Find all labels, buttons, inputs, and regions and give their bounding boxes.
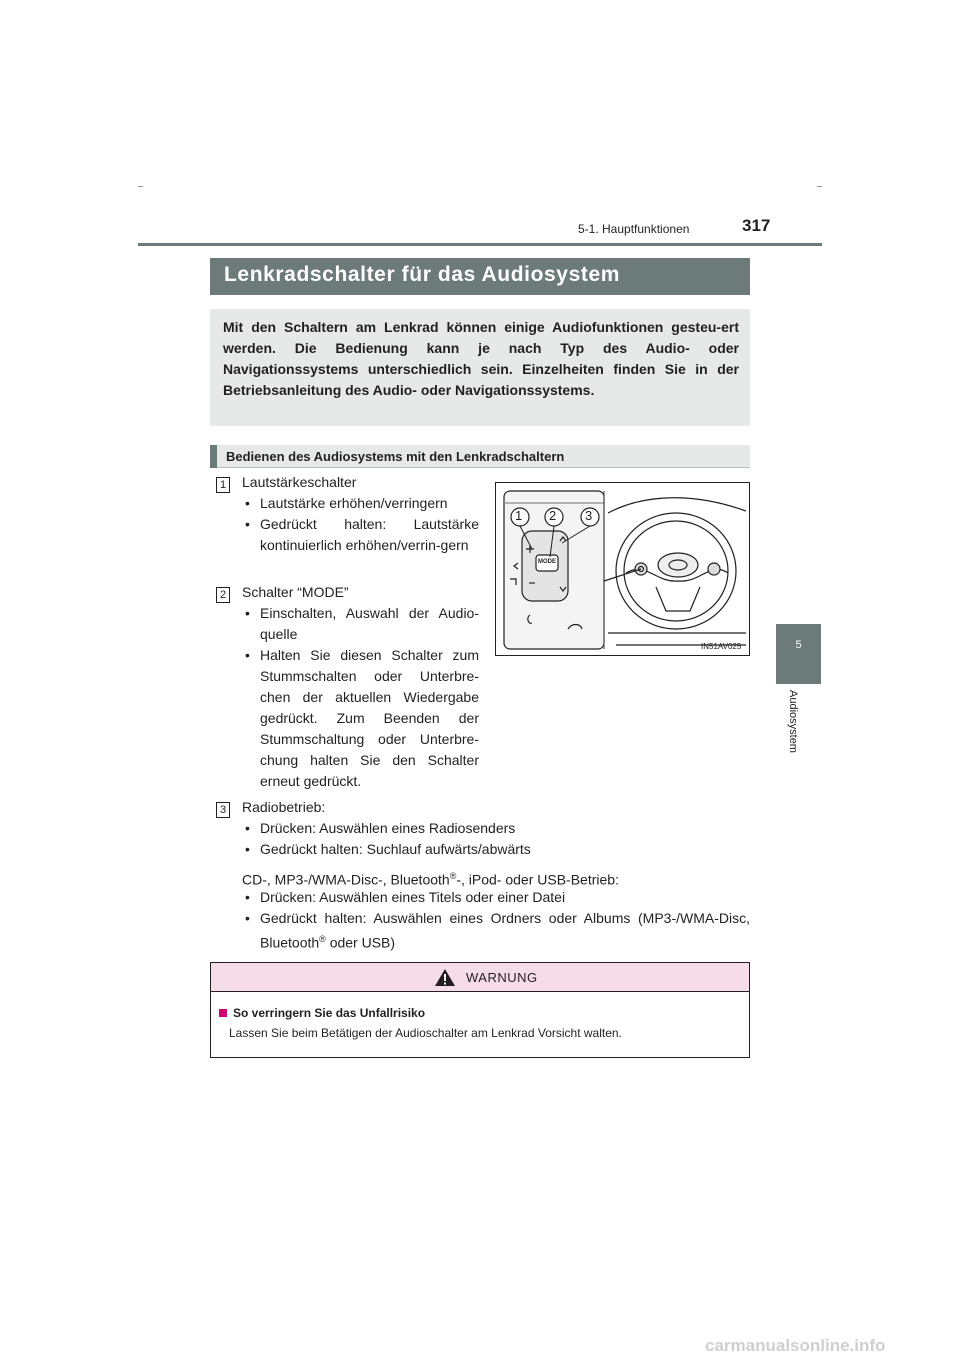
page-number: 317 <box>742 216 771 235</box>
item-label-2: Schalter “MODE” <box>242 584 349 600</box>
item-bullets-1 <box>243 493 479 556</box>
chapter-label: Audiosystem <box>787 690 799 753</box>
warning-subheading: So verringern Sie das Unfallrisiko <box>219 1006 425 1020</box>
mode-label: MODE <box>538 559 556 565</box>
section-heading: 5-1. Hauptfunktionen <box>578 222 690 236</box>
steering-wheel-drawing <box>496 483 749 655</box>
intro-text: Mit den Schaltern am Lenkrad können einige Audiofunktionen gesteu-ert werden. Die Bedienung kann je nach Typ des Audio- oder Navigationssystems unterschiedlich sein. Einzelheiten finden Sie in der Betriebsanleitung des Audio- oder Navigationssystems. <box>223 319 739 398</box>
subheading-accent <box>210 445 217 468</box>
chapter-tab <box>776 624 821 684</box>
list-item: • Drücken: Auswählen eines Radiosenders <box>243 818 750 839</box>
item-label-3: Radiobetrieb: <box>242 799 326 815</box>
item-label-1: Lautstärkeschalter <box>242 474 357 490</box>
callout-2: 2 <box>549 508 557 523</box>
warning-icon <box>434 968 456 987</box>
item-label-3b: CD-, MP3-/WMA-Disc-, Bluetooth®-, iPod- oder USB-Betrieb: <box>242 871 619 888</box>
steering-wheel-illustration <box>495 482 750 656</box>
page-title: Lenkradschalter für das Audiosystem <box>224 263 621 286</box>
list-item: • Lautstärke erhöhen/verringern <box>243 493 479 514</box>
chapter-number: 5 <box>795 639 802 651</box>
warning-header <box>211 963 749 992</box>
list-item: • Gedrückt halten: Lautstärke kontinuierlich erhöhen/verrin-gern <box>243 514 479 556</box>
item-bullets-3 <box>243 818 750 860</box>
subheading: Bedienen des Audiosystems mit den Lenkradschaltern <box>226 449 565 464</box>
list-item: • Gedrückt halten: Auswählen eines Ordners oder Albums (MP3-/WMA-Disc, Bluetooth® oder USB) <box>243 908 750 954</box>
footer-watermark: carmanualsonline.info <box>705 1336 886 1355</box>
warning-title: WARNUNG <box>466 970 538 985</box>
title-bar <box>210 258 750 295</box>
intro-box <box>210 309 750 426</box>
crop-mark <box>138 186 143 187</box>
list-item: • Halten Sie diesen Schalter zum Stummschalten oder Unterbre-chen der aktuellen Wiedergabe gedrückt. Zum Beenden der Stummschaltung oder Unterbre-chung halten Sie den Schalter erneut gedrückt. <box>243 645 479 792</box>
list-item: • Gedrückt halten: Suchlauf aufwärts/abwärts <box>243 839 750 860</box>
item-number-1: 1 <box>216 477 230 493</box>
list-item: • Drücken: Auswählen eines Titels oder einer Datei <box>243 887 750 908</box>
crop-mark <box>817 186 822 187</box>
callout-3: 3 <box>585 508 593 523</box>
callout-1: 1 <box>515 508 523 523</box>
warning-box <box>210 962 750 1058</box>
figure-id: IN51AV025 <box>701 642 742 651</box>
item-number-3: 3 <box>216 802 230 818</box>
item-number-2: 2 <box>216 587 230 603</box>
header-rule <box>138 243 822 246</box>
list-item: • Einschalten, Auswahl der Audio-quelle <box>243 603 479 645</box>
warning-text: Lassen Sie beim Betätigen der Audioschalter am Lenkrad Vorsicht walten. <box>229 1026 622 1040</box>
item-bullets-3b <box>243 887 750 954</box>
subheading-bar <box>210 445 750 468</box>
item-bullets-2 <box>243 603 479 792</box>
square-icon <box>219 1009 227 1017</box>
